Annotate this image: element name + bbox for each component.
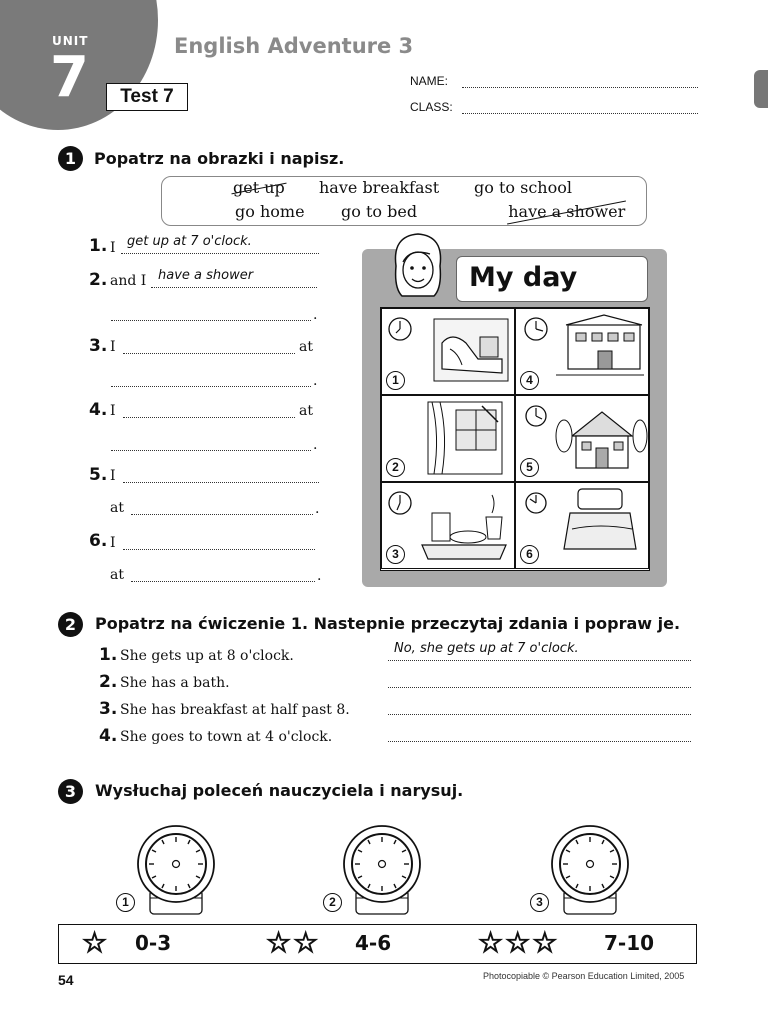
item-prefix: I — [110, 468, 116, 484]
sentence-number: 3. — [99, 699, 118, 719]
exercise-number: 1 — [58, 146, 83, 171]
item-number: 5. — [89, 465, 108, 485]
correction-line[interactable] — [388, 741, 691, 742]
answer-line[interactable] — [131, 581, 315, 582]
word-bank-item: have breakfast — [319, 178, 440, 197]
sentence-number: 1. — [99, 645, 118, 665]
picture-number: 3 — [386, 545, 405, 564]
sentence-text: She goes to town at 4 o'clock. — [120, 729, 333, 745]
item-prefix: I — [110, 535, 116, 551]
panel-title: My day — [456, 256, 648, 302]
picture-6 — [515, 482, 649, 569]
period: . — [313, 437, 318, 453]
picture-1 — [381, 308, 515, 395]
item-suffix: at — [299, 403, 313, 419]
clock-number: 3 — [530, 893, 549, 912]
handwritten-answer: have a shower — [158, 268, 254, 283]
word-bank-item: have a shower — [508, 202, 626, 221]
answer-line[interactable] — [111, 320, 311, 321]
item-at: at — [110, 567, 124, 583]
clock-number: 1 — [116, 893, 135, 912]
girl-face-icon — [384, 226, 452, 302]
exercise-title: Popatrz na obrazki i napisz. — [94, 149, 345, 168]
period: . — [315, 501, 320, 517]
class-field[interactable] — [462, 113, 698, 114]
correction-line[interactable] — [388, 660, 691, 661]
unit-number: 7 — [50, 45, 89, 110]
answer-line[interactable] — [111, 450, 311, 451]
answer-line[interactable] — [121, 253, 319, 254]
period: . — [313, 307, 318, 323]
item-number: 1. — [89, 236, 108, 256]
test-label: Test 7 — [106, 83, 188, 111]
answer-line[interactable] — [151, 287, 317, 288]
item-number: 6. — [89, 531, 108, 551]
picture-number: 2 — [386, 458, 405, 477]
picture-2 — [381, 395, 515, 482]
answer-line[interactable] — [123, 549, 315, 550]
item-prefix: I — [110, 339, 116, 355]
star-icon: ☆☆ — [266, 927, 321, 958]
alarm-clock-3[interactable] — [548, 820, 632, 920]
star-icon: ☆ — [82, 927, 110, 958]
page-number: 54 — [58, 972, 74, 988]
correction-line[interactable] — [388, 687, 691, 688]
picture-number: 1 — [386, 371, 405, 390]
item-prefix: and I — [110, 273, 147, 289]
name-field[interactable] — [462, 87, 698, 88]
picture-3 — [381, 482, 515, 569]
alarm-clock-1[interactable] — [134, 820, 218, 920]
clock-number: 2 — [323, 893, 342, 912]
score-range: 7-10 — [604, 931, 655, 955]
answer-line[interactable] — [131, 514, 313, 515]
item-number: 2. — [89, 270, 108, 290]
answer-line[interactable] — [111, 386, 311, 387]
sentence-text: She has a bath. — [120, 675, 230, 691]
picture-5 — [515, 395, 649, 482]
side-tab — [754, 70, 768, 108]
item-prefix: I — [110, 240, 116, 256]
picture-number: 6 — [520, 545, 539, 564]
sentence-number: 2. — [99, 672, 118, 692]
unit-label: UNIT — [52, 34, 89, 48]
score-range: 0-3 — [135, 931, 172, 955]
sentence-number: 4. — [99, 726, 118, 746]
handwritten-answer: No, she gets up at 7 o'clock. — [394, 641, 579, 656]
picture-grid — [380, 307, 650, 571]
period: . — [317, 568, 322, 584]
exercise-title: Wysłuchaj poleceń nauczyciela i narysuj. — [95, 781, 464, 800]
word-bank-item: go home — [235, 202, 305, 221]
book-title: English Adventure 3 — [174, 34, 414, 58]
item-at: at — [110, 500, 124, 516]
picture-4 — [515, 308, 649, 395]
word-bank-item: go to bed — [341, 202, 418, 221]
item-prefix: I — [110, 403, 116, 419]
alarm-clock-icon — [340, 820, 424, 920]
picture-number: 4 — [520, 371, 539, 390]
exercise-number: 2 — [58, 612, 83, 637]
item-number: 4. — [89, 400, 108, 420]
score-range: 4-6 — [355, 931, 392, 955]
copyright-notice: Photocopiable © Pearson Education Limited, 2005 — [483, 971, 685, 981]
correction-line[interactable] — [388, 714, 691, 715]
answer-line[interactable] — [123, 482, 319, 483]
answer-line[interactable] — [123, 417, 295, 418]
alarm-clock-icon — [548, 820, 632, 920]
period: . — [313, 373, 318, 389]
handwritten-answer: get up at 7 o'clock. — [127, 234, 252, 249]
item-number: 3. — [89, 336, 108, 356]
sentence-text: She has breakfast at half past 8. — [120, 702, 350, 718]
word-bank-item: go to school — [474, 178, 572, 197]
star-icon: ☆☆☆ — [478, 927, 560, 958]
name-label: NAME: — [410, 74, 449, 88]
exercise-title: Popatrz na ćwiczenie 1. Nastepnie przeczytaj zdania i popraw je. — [95, 614, 681, 633]
answer-line[interactable] — [123, 353, 295, 354]
class-label: CLASS: — [410, 100, 453, 114]
item-suffix: at — [299, 339, 313, 355]
sentence-text: She gets up at 8 o'clock. — [120, 648, 294, 664]
picture-number: 5 — [520, 458, 539, 477]
exercise-number: 3 — [58, 779, 83, 804]
alarm-clock-2[interactable] — [340, 820, 424, 920]
word-bank-item: get up — [233, 178, 285, 197]
alarm-clock-icon — [134, 820, 218, 920]
